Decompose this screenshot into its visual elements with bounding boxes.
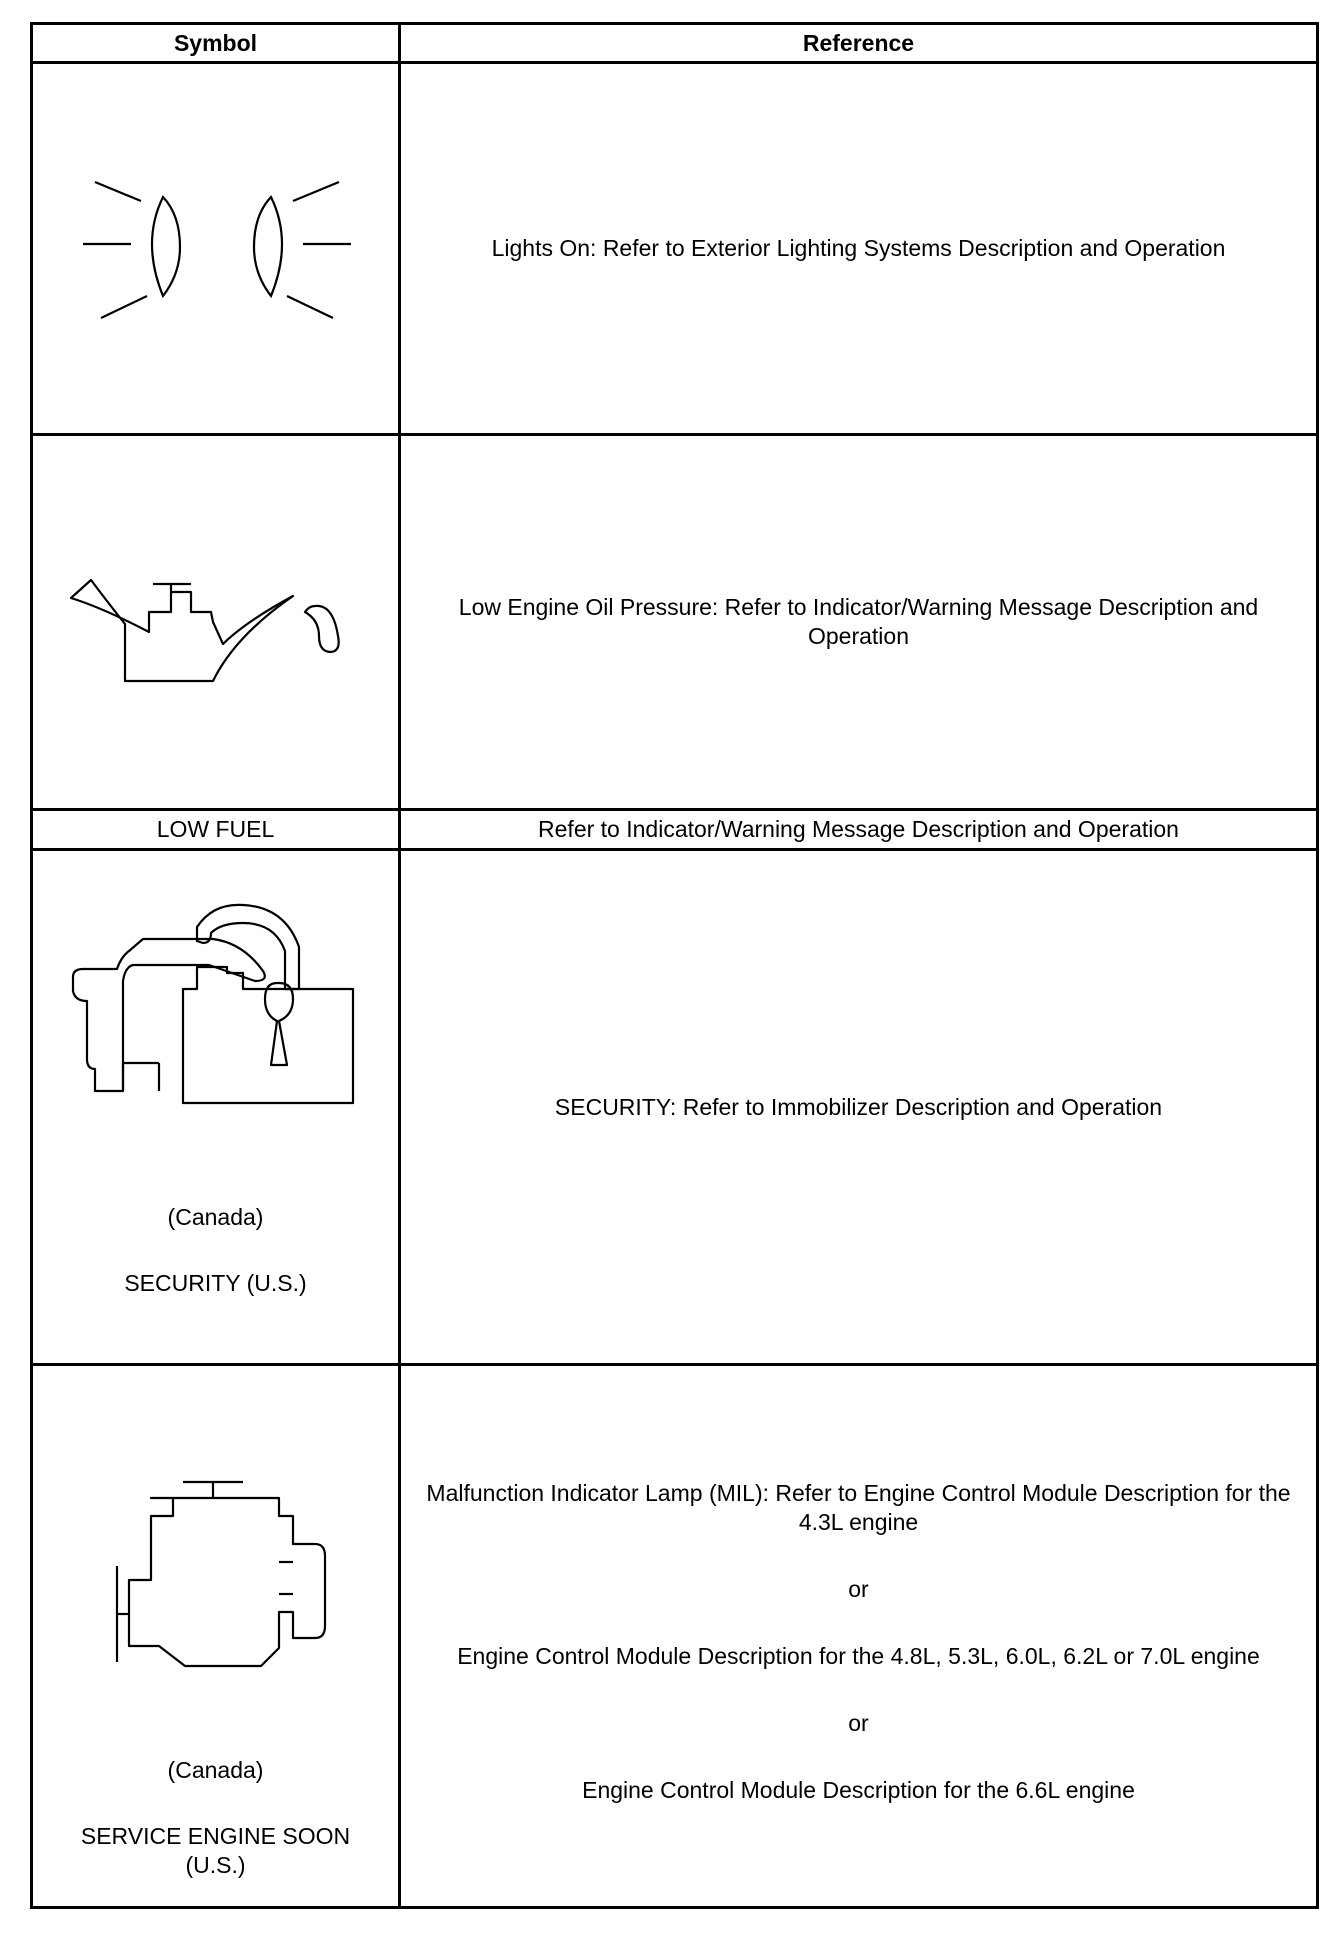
table-row (32, 63, 1318, 435)
symbol-caption-canada: (Canada) (167, 1204, 264, 1230)
reference-cell (400, 435, 1318, 810)
reference-cell (400, 1365, 1318, 1908)
symbol-cell (32, 63, 400, 435)
symbol-caption-us: SECURITY (U.S.) (124, 1270, 307, 1296)
indicator-reference-table (30, 22, 1319, 1909)
reference-line: or (848, 1710, 869, 1736)
reference-cell (400, 850, 1318, 1365)
symbol-cell (32, 850, 400, 1365)
symbol-cell: LOW FUEL (32, 810, 400, 850)
reference-line: Engine Control Module Description for the 4.8L, 5.3L, 6.0L, 6.2L or 7.0L engine (457, 1643, 1260, 1669)
oil-can-icon (33, 436, 401, 811)
headlamp-icon (33, 64, 401, 436)
symbol-cell (32, 435, 400, 810)
header-symbol: Symbol (32, 24, 400, 63)
reference-text: SECURITY: Refer to Immobilizer Description and Operation (554, 1093, 1163, 1120)
symbol-cell (32, 1365, 400, 1908)
table-row (32, 1365, 1318, 1908)
reference-line: Engine Control Module Description for the 6.6L engine (582, 1777, 1135, 1803)
table-row (32, 435, 1318, 810)
symbol-caption-us: SERVICE ENGINE SOON (U.S.) (80, 1823, 351, 1878)
security-lock-car-icon (33, 891, 401, 1151)
header-reference: Reference (400, 24, 1318, 63)
symbol-caption-canada: (Canada) (167, 1757, 264, 1783)
reference-cell (400, 63, 1318, 435)
reference-line: or (848, 1576, 869, 1602)
table-row (32, 850, 1318, 1365)
table-row (32, 810, 1318, 850)
reference-text: Low Engine Oil Pressure: Refer to Indicator/Warning Message Description and Operation (458, 594, 1259, 649)
engine-icon (33, 1476, 401, 1676)
reference-line: Malfunction Indicator Lamp (MIL): Refer to Engine Control Module Description for the 4.3L engine (426, 1480, 1291, 1535)
reference-cell: Refer to Indicator/Warning Message Description and Operation (400, 810, 1318, 850)
header-row (32, 24, 1318, 63)
reference-text: Lights On: Refer to Exterior Lighting Systems Description and Operation (491, 235, 1226, 261)
